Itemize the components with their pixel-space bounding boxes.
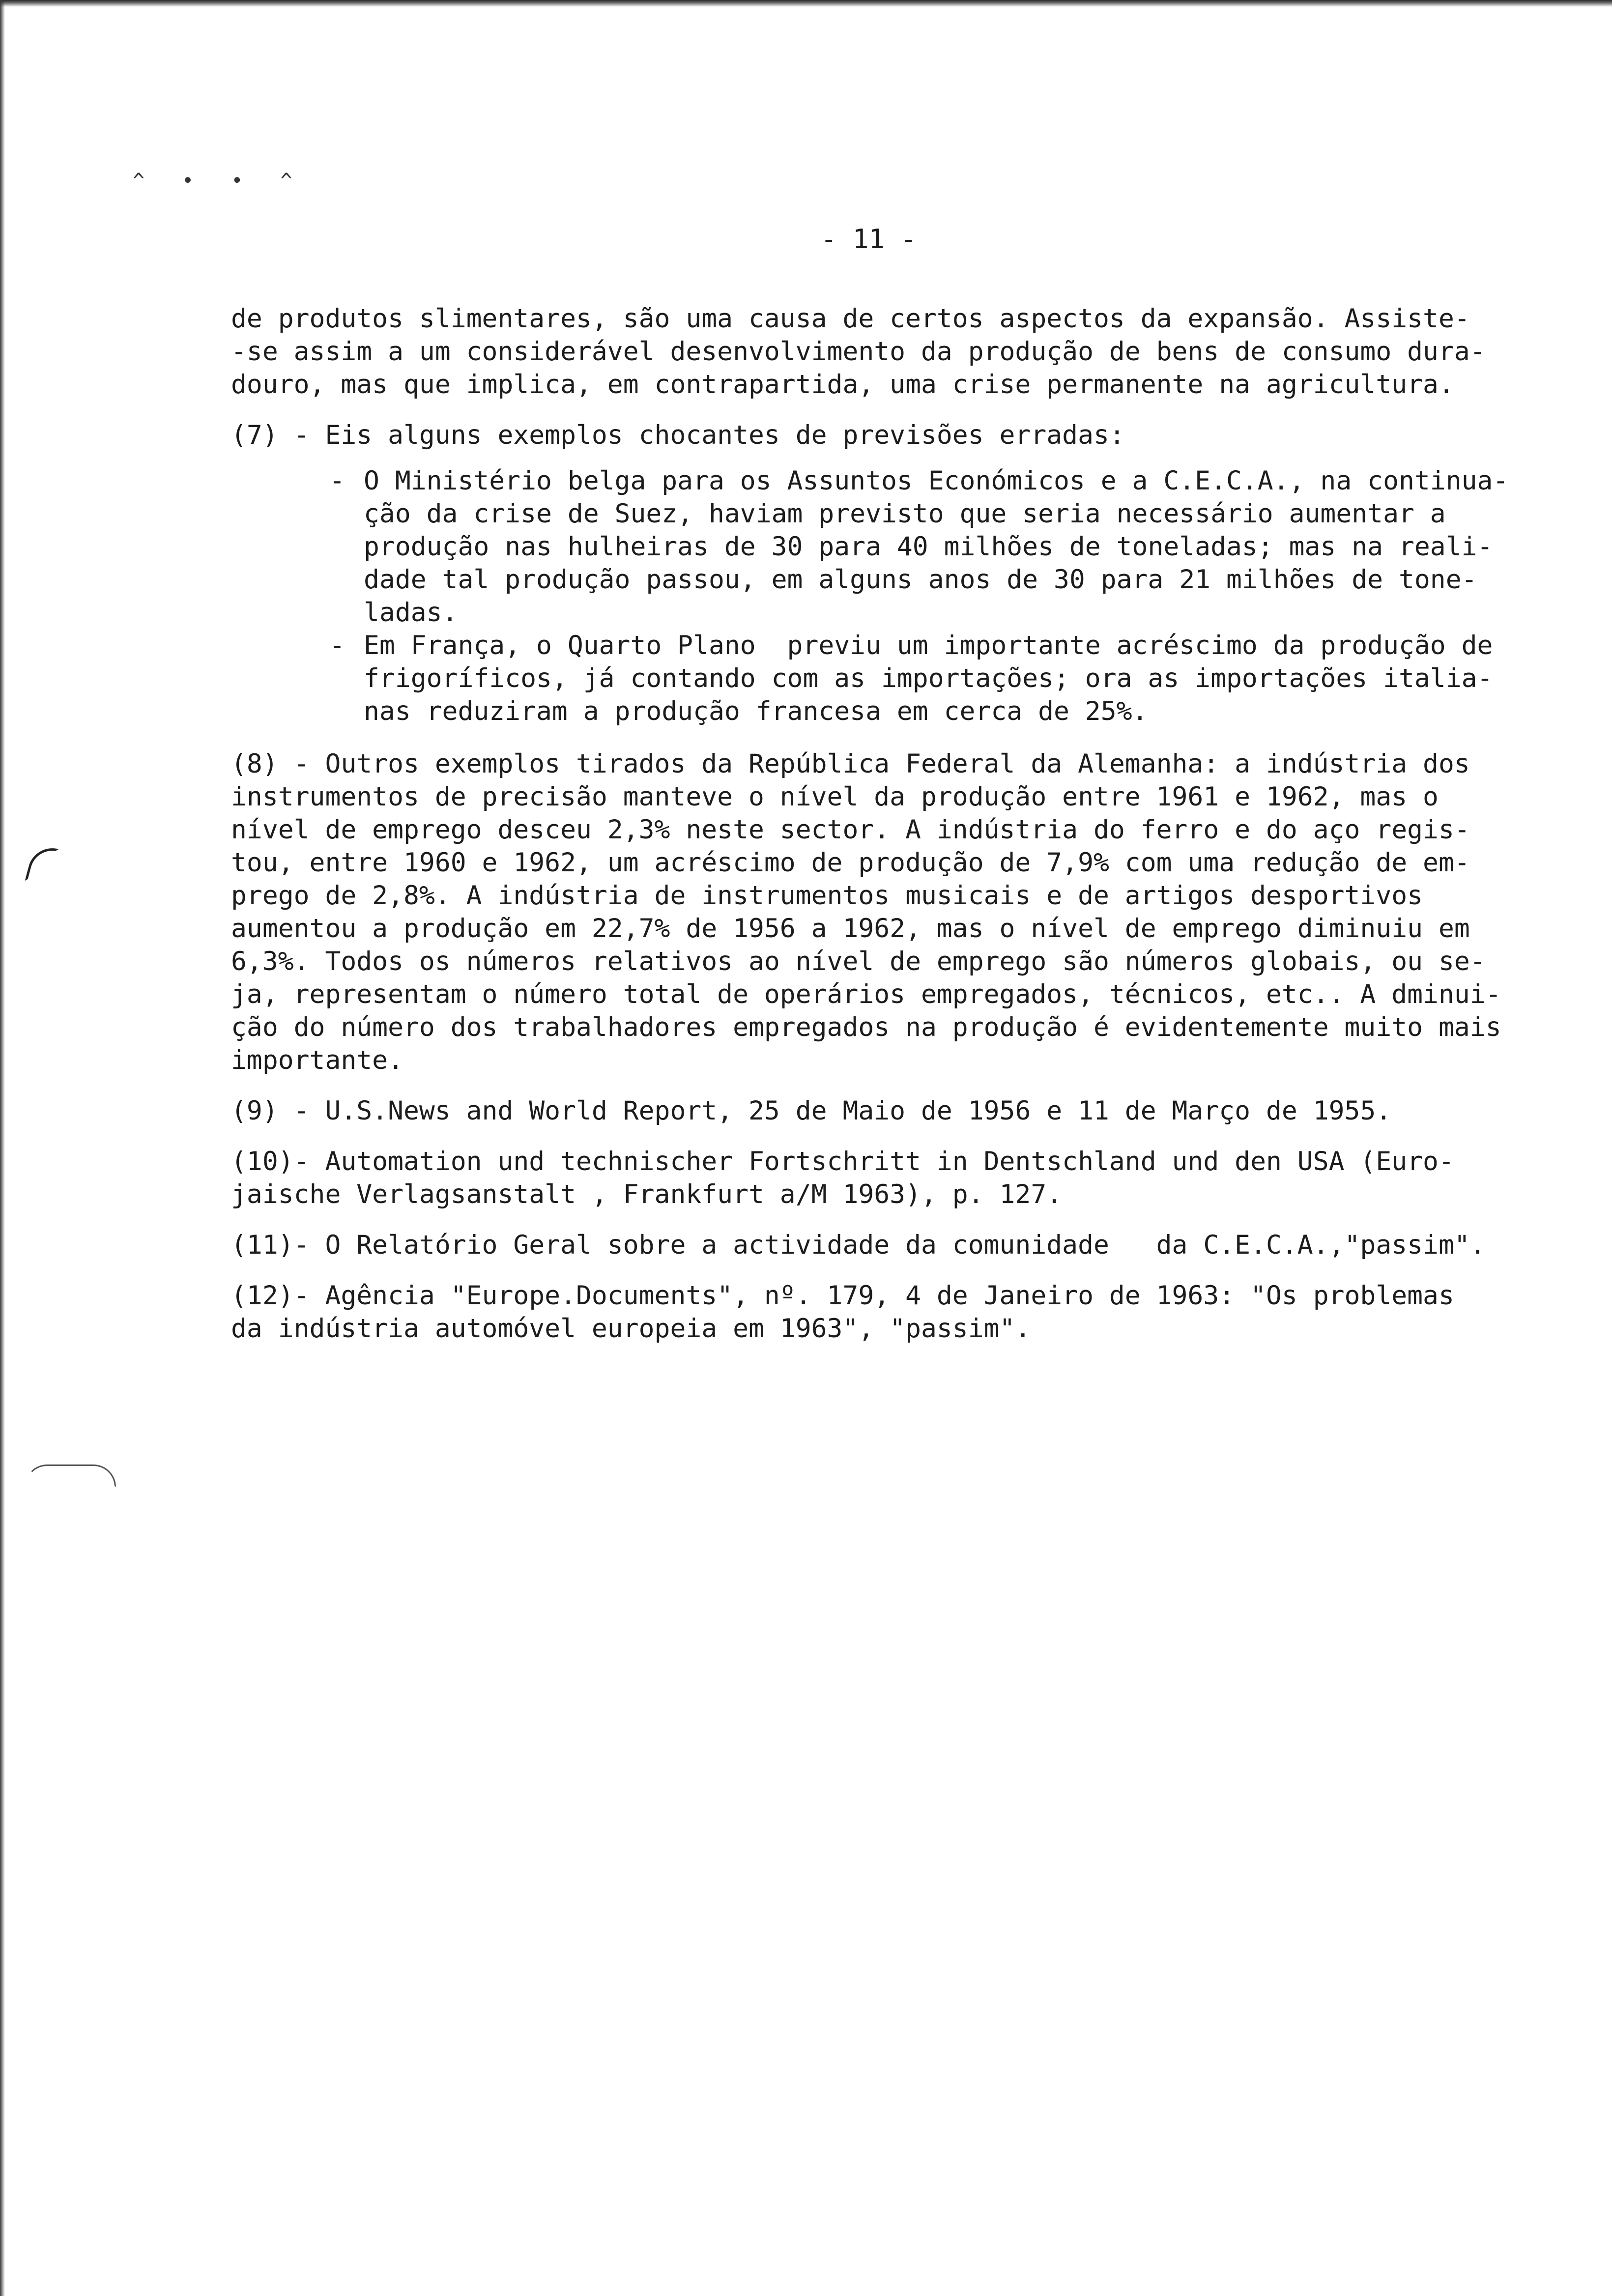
text-line: de produtos slimentares, são uma causa de certos aspectos da expansão. Assiste- (231, 304, 1470, 334)
footnote-7 (231, 419, 1568, 728)
text-line: instrumentos de precisão manteve o nível da produção entre 1961 e 1962, mas o (231, 782, 1439, 812)
footnote-7-bullet-2 (231, 629, 1568, 728)
text-line: ção do número dos trabalhadores empregados na produção é evidentemente muito mais (231, 1012, 1501, 1042)
bullet-dash: - (329, 631, 345, 660)
text-line: jaische Verlagsanstalt , Frankfurt a/M 1963), p. 127. (231, 1179, 1063, 1209)
scan-edge-left (0, 0, 5, 2296)
margin-pencil-mark-lower (25, 1464, 116, 1487)
page-number: - 11 - (821, 224, 917, 255)
text-line: (9) - U.S.News and World Report, 25 de Maio de 1956 e 11 de Março de 1955. (231, 1096, 1392, 1126)
text-line: importante. (231, 1045, 403, 1075)
text-line: tou, entre 1960 e 1962, um acréscimo de produção de 7,9% com uma redução de em- (231, 848, 1470, 878)
footnote-10 (231, 1145, 1568, 1211)
text-line: Em França, o Quarto Plano previu um importante acréscimo da produção de (364, 631, 1493, 660)
text-line: da indústria automóvel europeia em 1963", "passim". (231, 1314, 1031, 1344)
scan-edge-top (0, 0, 1612, 7)
text-line: -se assim a um considerável desenvolvimento da produção de bens de consumo dura- (231, 337, 1486, 367)
text-line: douro, mas que implica, em contrapartida, uma crise permanente na agricultura. (231, 370, 1454, 400)
text-line: (11)- O Relatório Geral sobre a actividade da comunidade da C.E.C.A.,"passim". (231, 1230, 1486, 1260)
text-line: ladas. (364, 598, 458, 628)
text-line: nível de emprego desceu 2,3% neste sector. A indústria do ferro e do aço regis- (231, 815, 1470, 845)
text-line: (8) - Outros exemplos tirados da República Federal da Alemanha: a indústria dos (231, 749, 1470, 779)
bullet-dash: - (329, 466, 345, 496)
footnote-8 (231, 747, 1568, 1077)
text-line: dade tal produção passou, em alguns anos de 30 para 21 milhões de tone- (364, 565, 1477, 595)
document-body (231, 302, 1568, 1363)
text-line: prego de 2,8%. A indústria de instrumentos musicais e de artigos desportivos (231, 881, 1423, 911)
text-line: (12)- Agência "Europe.Documents", nº. 179, 4 de Janeiro de 1963: "Os problemas (231, 1281, 1454, 1311)
text-line: nas reduziram a produção francesa em cerca de 25%. (364, 696, 1148, 726)
footnote-12 (231, 1279, 1568, 1345)
footnote-9 (231, 1094, 1568, 1127)
text-line: produção nas hulheiras de 30 para 40 milhões de toneladas; mas na reali- (364, 532, 1493, 562)
text-line: (10)- Automation und technischer Fortschritt in Dentschland und den USA (Euro- (231, 1147, 1454, 1177)
text-line: aumentou a produção em 22,7% de 1956 a 1962, mas o nível de emprego diminuiu em (231, 914, 1470, 944)
footnote-11 (231, 1229, 1568, 1262)
text-line: ção da crise de Suez, haviam previsto que seria necessário aumentar a (364, 499, 1446, 529)
footnote-7-bullet-1 (231, 464, 1568, 629)
margin-pencil-mark (25, 843, 58, 887)
text-line: 6,3%. Todos os números relativos ao nível de emprego são números globais, ou se- (231, 947, 1486, 976)
text-line: ja, representam o número total de operários empregados, técnicos, etc.. A dminui- (231, 979, 1501, 1009)
text-line: O Ministério belga para os Assuntos Económicos e a C.E.C.A., na continua- (364, 466, 1509, 496)
text-line: frigoríficos, já contando com as importações; ora as importações italia- (364, 663, 1493, 693)
header-marks: ^ • • ^ (133, 170, 305, 192)
paragraph-intro (231, 302, 1568, 401)
footnote-heading: (7) - Eis alguns exemplos chocantes de previsões erradas: (231, 420, 1125, 450)
